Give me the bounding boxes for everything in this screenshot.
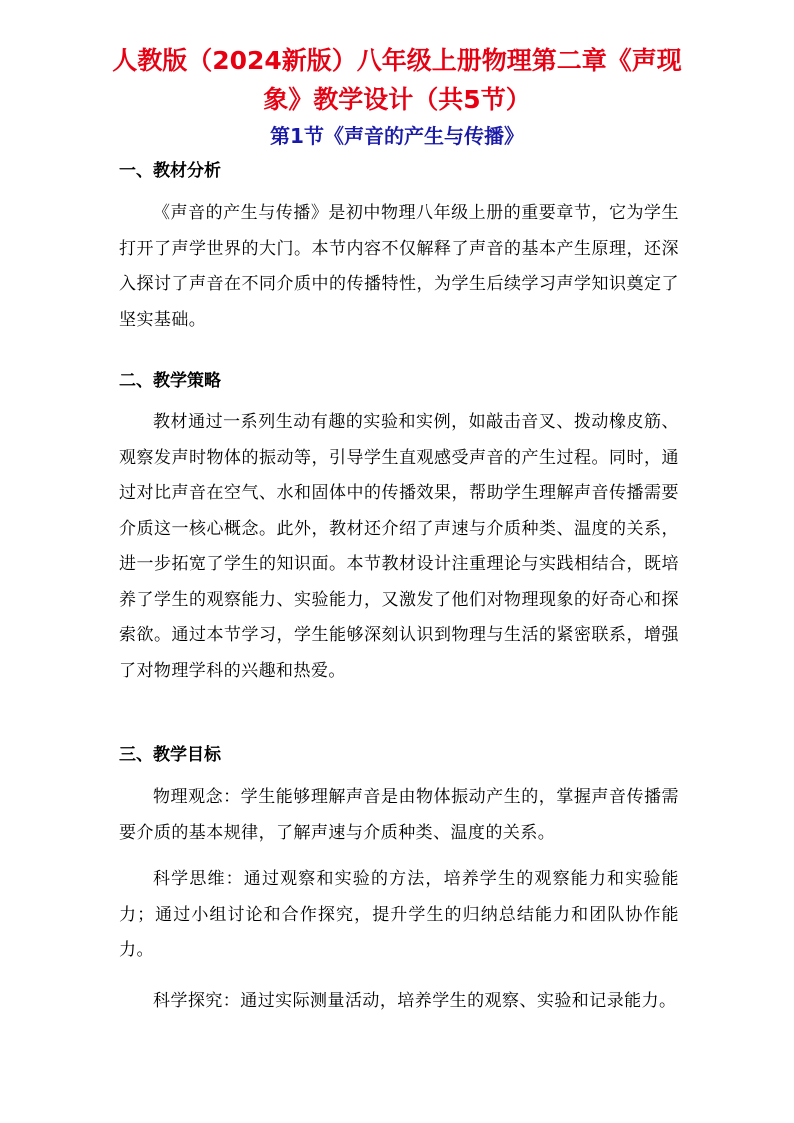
heading-teaching-strategy: 二、教学策略 xyxy=(119,371,221,391)
paragraph-goal-physics-concept: 物理观念：学生能够理解声音是由物体振动产生的，掌握声音传播需要介质的基本规律，了解声速与介质种类、温度的关系。 xyxy=(119,787,679,843)
paragraph-teaching-strategy: 教材通过一系列生动有趣的实验和实例，如敲击音叉、拨动橡皮筋、观察发声时物体的振动等，引导学生直观感受声音的产生过程。同时，通过对比声音在空气、水和固体中的传播效果，帮助学生理解声音传播需要介质这一核心概念。此外，教材还介绍了声速与介质种类、温度的关系，进一步拓宽了学生的知识面。本节教材设计注重理论与实践相结合，既培养了学生的观察能力、实验能力，又激发了他们对物理现象的好奇心和探索欲。通过本节学习，学生能够深刻认识到物理与生活的紧密联系，增强了对物理学科的兴趣和热爱。 xyxy=(119,412,679,681)
paragraph-textbook-analysis: 《声音的产生与传播》是初中物理八年级上册的重要章节，它为学生打开了声学世界的大门。本节内容不仅解释了声音的基本产生原理，还深入探讨了声音在不同介质中的传播特性，为学生后续学习声学知识奠定了坚实基础。 xyxy=(119,203,679,330)
document-title: 人教版（2024新版）八年级上册物理第二章《声现象》教学设计（共5节） xyxy=(112,46,682,114)
paragraph-goal-scientific-thinking: 科学思维：通过观察和实验的方法，培养学生的观察能力和实验能力；通过小组讨论和合作探究，提升学生的归纳总结能力和团队协作能力。 xyxy=(119,869,679,960)
heading-teaching-goals: 三、教学目标 xyxy=(119,745,221,765)
section-title: 第1节《声音的产生与传播》 xyxy=(270,124,524,148)
heading-textbook-analysis: 一、教材分析 xyxy=(119,161,221,181)
paragraph-goal-scientific-inquiry: 科学探究：通过实际测量活动，培养学生的观察、实验和记录能力。 xyxy=(153,991,677,1011)
